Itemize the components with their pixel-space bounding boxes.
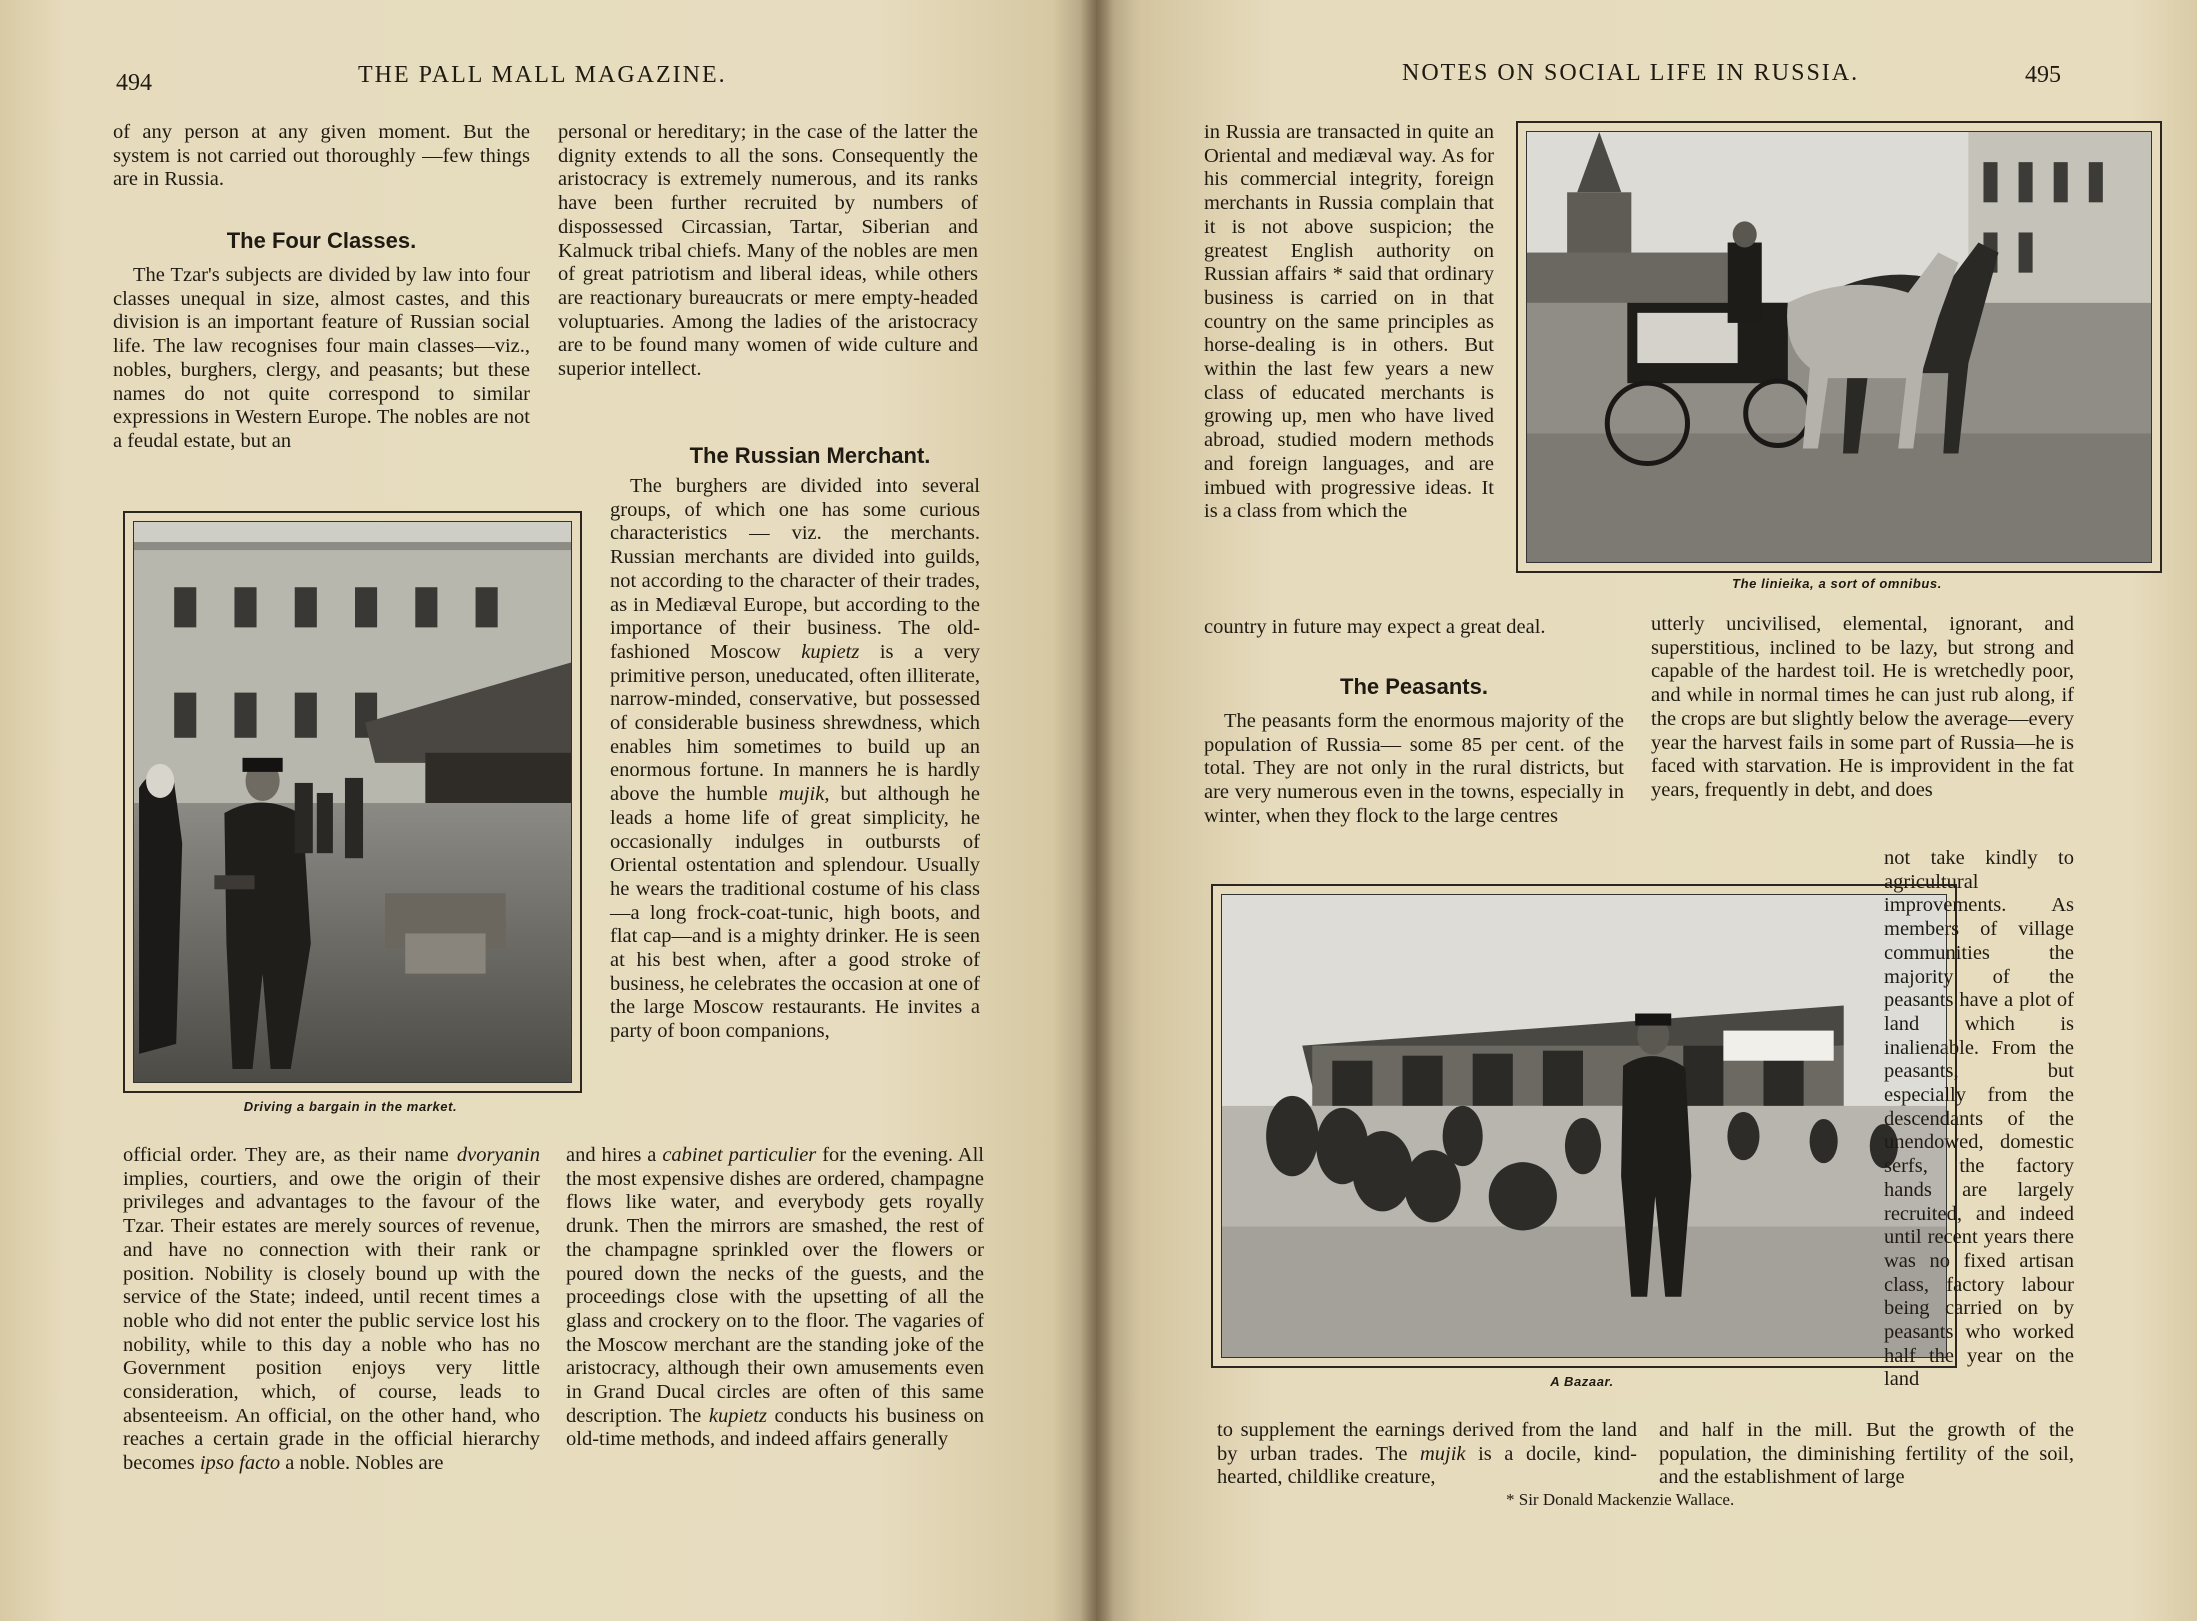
text-run: is a docile, kind-hearted, childlike creature, (1217, 1442, 1637, 1489)
italic-term: kupietz (801, 640, 860, 663)
text-run: The burghers are divided into several groups, of which one has some curious characteristics — viz. the merchants. Russian merchants are divided into guilds, not according to the character of their trades, as in Mediæval Europe, but according to the importance of their business. The old-fashioned Moscow (610, 475, 980, 663)
paragraph: The peasants form the enormous majority of the population of Russia— some 85 per cent. of the total. They are not only in the rural districts, but are very numerous even in the towns, especially in winter, when they flock to the large centres (1204, 710, 1624, 827)
right-bottom-right (1659, 1419, 2074, 1490)
heading-four-classes: The Four Classes. (226, 228, 417, 253)
market-photo-caption: Driving a bargain in the market. (243, 1099, 458, 1114)
paragraph: of any person at any given moment. But the system is not carried out thoroughly —few things are in Russia. (113, 121, 530, 191)
paragraph (123, 1144, 540, 1476)
paragraph (1217, 1419, 1637, 1490)
omnibus-scene-illustration (1527, 132, 2151, 562)
heading-russian-merchant: The Russian Merchant. (689, 443, 931, 468)
market-photo (123, 511, 582, 1093)
footnote: * Sir Donald Mackenzie Wallace. (1506, 1490, 1735, 1509)
left-col2-merchant (610, 475, 980, 1044)
paragraph: in Russia are transacted in quite an Oriental and mediæval way. As for his commercial integrity, foreign merchants in Russia complain that it is not above suspicion; the greatest English authority on Russian affairs * said that ordinary business is carried on in that country on the same principles as horse-dealing is in others. But within the last few years a new class of educated merchants is growing up, men who have lived abroad, studied modern methods and foreign languages, and are imbued with progressive ideas. It is a class from which the (1204, 121, 1494, 523)
bazaar-photo (1211, 884, 1957, 1368)
right-page (1096, 0, 2197, 1621)
text-run: is a very primitive person, uneducated, often illiterate, narrow-minded, conservative, but possessed of considerable business shrewdness, which enables him sometimes to build up an enormous fortune. In manners he is hardly above the humble (610, 640, 981, 806)
running-head-right: NOTES ON SOCIAL LIFE IN RUSSIA. (1402, 60, 1860, 86)
paragraph: utterly uncivilised, elemental, ignorant, and superstitious, inclined to be lazy, but strong and capable of the hardest toil. He is wretchedly poor, and while in normal times he can just rub along, if the crops are but slightly below the average—every year the harvest fails in some part of Russia—he is faced with starvation. He is improvident in the fat years, frequently in debt, and does (1651, 613, 2074, 801)
text-run: a noble. Nobles are (280, 1452, 444, 1475)
left-col1-top (113, 121, 530, 192)
linieika-photo-image (1526, 131, 2152, 563)
text-run: and hires a (566, 1144, 663, 1166)
left-col2-top (558, 121, 978, 382)
bazaar-scene-illustration (1222, 895, 1946, 1357)
text-run: conducts his business on old-time methods, and indeed affairs generally (566, 1404, 984, 1451)
text-run: official order. They are, as their name (123, 1144, 457, 1166)
caption-term: The linieika (1732, 576, 1811, 591)
page-number-left: 494 (116, 70, 152, 96)
right-col1-peasants (1204, 710, 1624, 829)
left-page (0, 0, 1096, 1621)
caption-rest: , a sort of omnibus. (1810, 576, 1942, 591)
right-col2-top (1651, 613, 2074, 803)
bazaar-photo-caption: A Bazaar. (1550, 1374, 1614, 1389)
italic-term: kupietz (708, 1404, 767, 1427)
right-col2-narrow (1884, 847, 2074, 1392)
bazaar-photo-image (1221, 894, 1947, 1358)
paragraph (610, 475, 980, 1044)
text-run: for the evening. All the most expensive dishes are ordered, champagne flows like water, and everybody gets royally drunk. Then the mirrors are smashed, the rest of the champagne sprinkled over the flowers or poured down the necks of the guests, and the proceedings close with the upsetting of all the glass and crockery on to the floor. The vagaries of the Moscow merchant are the standing joke of the aristocracy, although their own amusements even in Grand Ducal circles are often of this same description. The (566, 1144, 985, 1427)
paragraph: personal or hereditary; in the case of the latter the dignity extends to all the sons. Consequently the aristocracy is extremely numerous, and its ranks have been further recruited by numbers of dispossessed Circassian, Tartar, Siberian and Kalmuck tribal chiefs. Many of the nobles are men of great patriotism and liberal ideas, while others are reactionary bureaucrats or mere empty-headed voluptuaries. Among the ladies of the aristocracy are to be found many women of wide culture and superior intellect. (558, 121, 978, 381)
paragraph: The Tzar's subjects are divided by law into four classes unequal in size, almost castes, and this division is an important feature of Russian social life. The law recognises four main classes—viz., nobles, burghers, clergy, and peasants; but these names do not quite correspond to similar expressions in Western Europe. The nobles are not a feudal estate, but an (113, 264, 530, 452)
text-run: implies, courtiers, and owe the origin of their privileges and advantages to the favour of the Tzar. Their estates are merely sources of revenue, and have no connection with their rank or position. Nobility is closely bound up with the service of the State; indeed, until recent times a noble who did not enter the public service lost his nobility, while to this day a noble who has no Government position enjoys very little consideration, which, of course, leads to absenteeism. An official, on the other hand, who reaches a certain grade in the official hierarchy becomes (123, 1167, 540, 1475)
right-col1-top (1204, 121, 1494, 524)
left-col2-bottom (566, 1144, 984, 1452)
text-run: , but although he leads a home life of great simplicity, he occasionally indulges in outbursts of Oriental ostentation and splendour. Usually he wears the traditional costume of his class—a long frock-coat-tunic, high boots, and flat cap—and is a mighty drinker. He is seen at his best when, after a good stroke of business, he celebrates the occasion at one of the large Moscow restaurants. He invites a party of boon companions, (610, 783, 981, 1043)
paragraph (566, 1144, 984, 1452)
paragraph: not take kindly to agricultural improvements. As members of village communities the majority of the peasants have a plot of land which is inalienable. From the peasants, but especially from the descendants of the unendowed, domestic serfs, the factory hands are largely recruited, and indeed until recent years there was no fixed artisan class, factory labour being carried on by peasants who worked half the year on the land (1884, 847, 2074, 1391)
italic-term: ipso facto (199, 1452, 281, 1475)
italic-term: dvoryanin (456, 1144, 540, 1166)
paragraph: and half in the mill. But the growth of the population, the diminishing fertility of the soil, and the establishment of large (1659, 1419, 2074, 1489)
text-run: to supplement the earnings derived from the land by urban trades. The (1217, 1419, 1637, 1465)
left-col1-four-classes (113, 264, 530, 454)
linieika-photo (1516, 121, 2162, 573)
italic-term: mujik (1419, 1442, 1466, 1465)
market-photo-image (133, 521, 572, 1083)
italic-term: cabinet particulier (662, 1144, 817, 1166)
right-bottom-left (1217, 1419, 1637, 1490)
page-number-right: 495 (2025, 62, 2061, 88)
paragraph: country in future may expect a great deal. (1204, 616, 1546, 638)
left-col1-bottom (123, 1144, 540, 1476)
italic-term: mujik (778, 783, 825, 806)
market-scene-illustration (134, 522, 571, 1082)
right-col1-wide (1204, 616, 1624, 640)
running-head-left: THE PALL MALL MAGAZINE. (358, 62, 727, 88)
linieika-photo-caption (1516, 576, 2158, 591)
heading-peasants: The Peasants. (1340, 674, 1488, 699)
book-gutter (1080, 0, 1114, 1621)
